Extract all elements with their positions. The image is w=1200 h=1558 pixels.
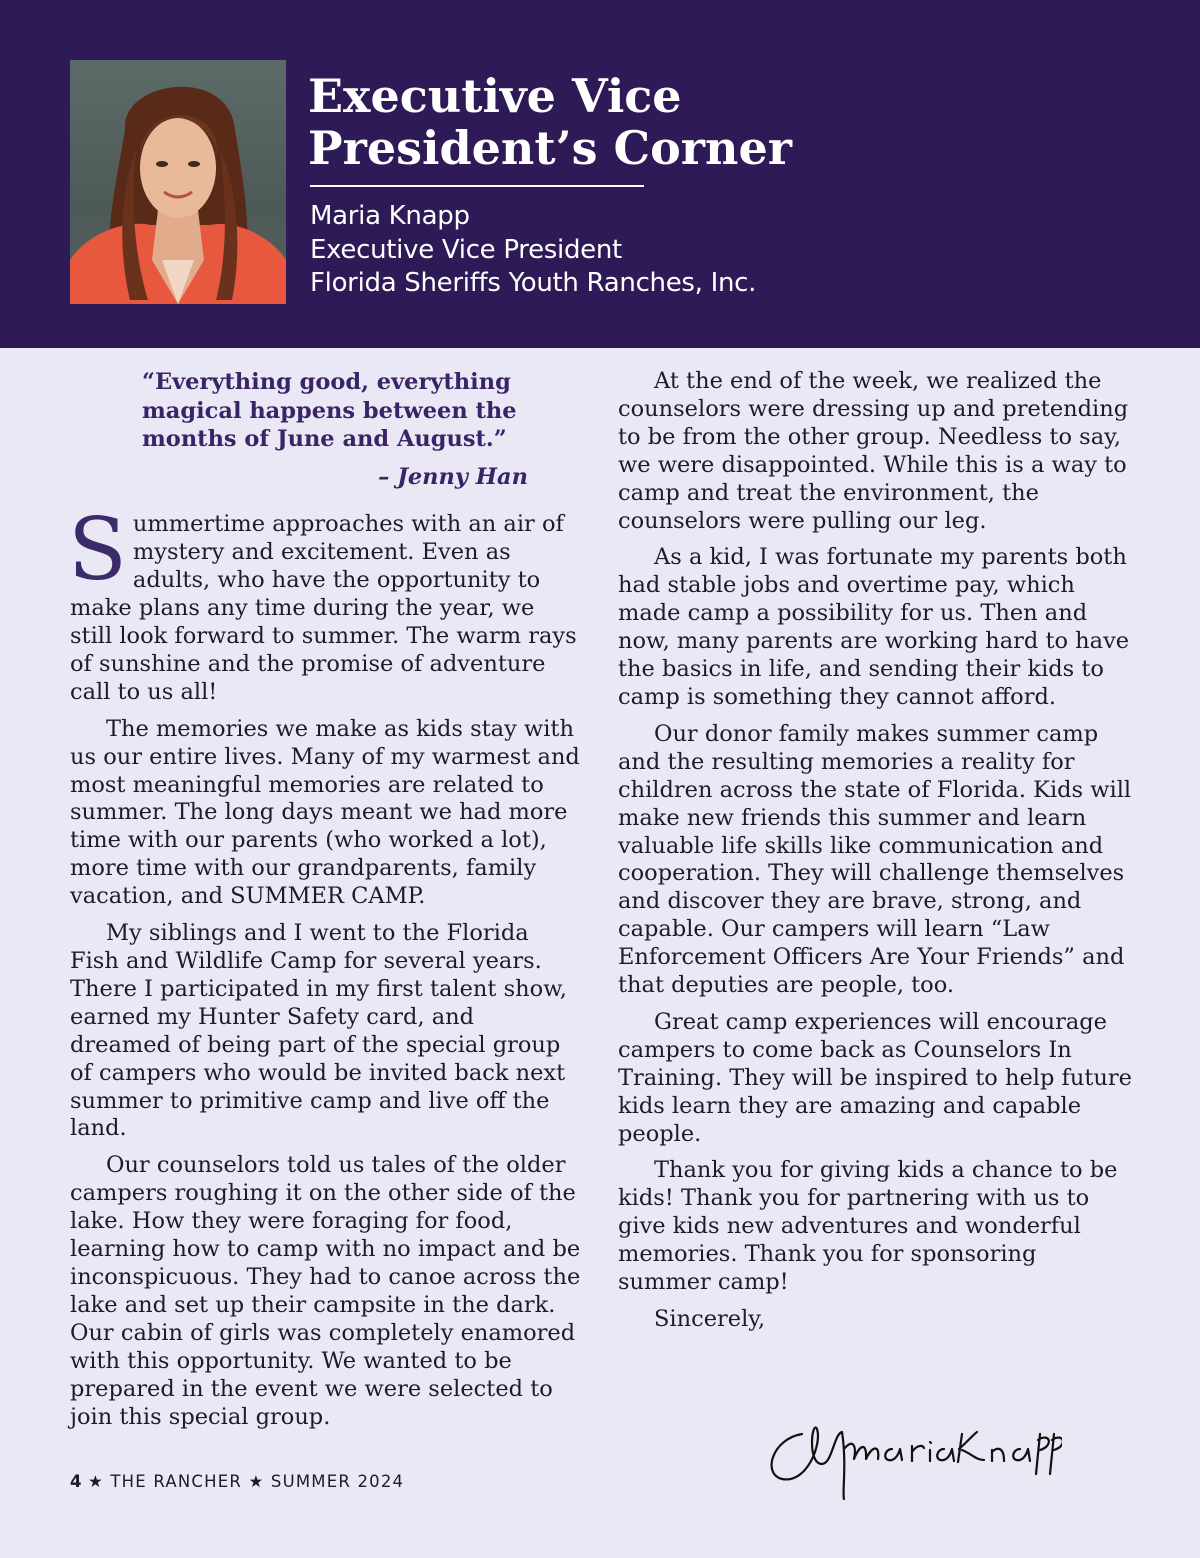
right-column [618, 368, 1134, 1343]
publication-name: THE RANCHER [110, 1472, 242, 1491]
author-name: Maria Knapp [310, 201, 470, 231]
article-paragraph: Our counselors told us tales of the older campers roughing it on the other side of the lake. How they were foraging for food, learning how to camp with no impact and be inconspicuous. They had to canoe across the lake and set up their campsite in the dark. Our cabin of girls was completely enamored with this opportunity. We wanted to be prepared in the event we were selected to join this special group. [70, 1152, 581, 1430]
intro-text: ummertime approaches with an air of mystery and excitement. Even as adults, who have the opportunity to make plans any time during the year, we still look forward to summer. The warm rays of sunshine and the promise of adventure call to us all! [70, 511, 577, 705]
page-title [308, 70, 792, 174]
page-footer [70, 1472, 404, 1491]
pull-quote: “Everything good, everything magical happens between the months of June and August.” [142, 369, 517, 452]
page-number: 4 [70, 1472, 82, 1491]
article-paragraph: Our donor family makes summer camp and the resulting memories a reality for children across the state of Florida. Kids will make new friends this summer and learn valuable life skills like communication and cooperation. They will challenge themselves and discover they are brave, strong, and capable. Our campers will learn “Law Enforcement Officers Are Your Friends” and that deputies are people, too. [618, 720, 1132, 999]
header-banner [0, 0, 1200, 348]
title-line-1: Executive Vice [308, 69, 682, 123]
author-photo [70, 60, 286, 304]
intro-paragraph [68, 500, 582, 706]
issue-label: SUMMER 2024 [270, 1472, 405, 1491]
handwritten-signature [762, 1404, 1062, 1504]
title-divider [310, 185, 644, 187]
left-column [70, 368, 582, 1440]
article-paragraph: Thank you for giving kids a chance to be kids! Thank you for partnering with us to give kids new adventures and wonderful memories. Thank you for sponsoring summer camp! [618, 1157, 1118, 1296]
title-line-2: President’s Corner [308, 121, 792, 175]
closing-salutation: Sincerely, [654, 1306, 766, 1332]
author-organization: Florida Sheriffs Youth Ranches, Inc. [310, 268, 757, 298]
quote-author: – Jenny Han [378, 463, 528, 490]
portrait-illustration [70, 60, 286, 304]
author-role: Executive Vice President [310, 234, 622, 265]
author-byline [310, 200, 756, 301]
star-icon: ★ [248, 1472, 265, 1491]
article-paragraph: My siblings and I went to the Florida Fish and Wildlife Camp for several years. There I participated in my first talent show, earned my Hunter Safety card, and dreamed of being part of the special group of campers who would be invited back next summer to primitive camp and live off the land. [70, 920, 567, 1142]
drop-cap: S [68, 500, 127, 601]
star-icon: ★ [87, 1472, 104, 1491]
article-paragraph: At the end of the week, we realized the counselors were dressing up and pretending to be from the other group. Needless to say, we were disappointed. While this is a way to camp and treat the environment, the counselors were pulling our leg. [618, 368, 1129, 534]
article-paragraph: The memories we make as kids stay with us our entire lives. Many of my warmest and most meaningful memories are related to summer. The long days meant we had more time with our parents (who worked a lot), more time with our grandparents, family vacation, and SUMMER CAMP. [70, 715, 580, 910]
article-paragraph: As a kid, I was fortunate my parents both had stable jobs and overtime pay, which made camp a possibility for us. Then and now, many parents are working hard to have the basics in life, and sending their kids to camp is something they cannot afford. [618, 544, 1130, 710]
article-paragraph: Great camp experiences will encourage campers to come back as Counselors In Training. They will be inspired to help future kids learn they are amazing and capable people. [618, 1008, 1132, 1147]
